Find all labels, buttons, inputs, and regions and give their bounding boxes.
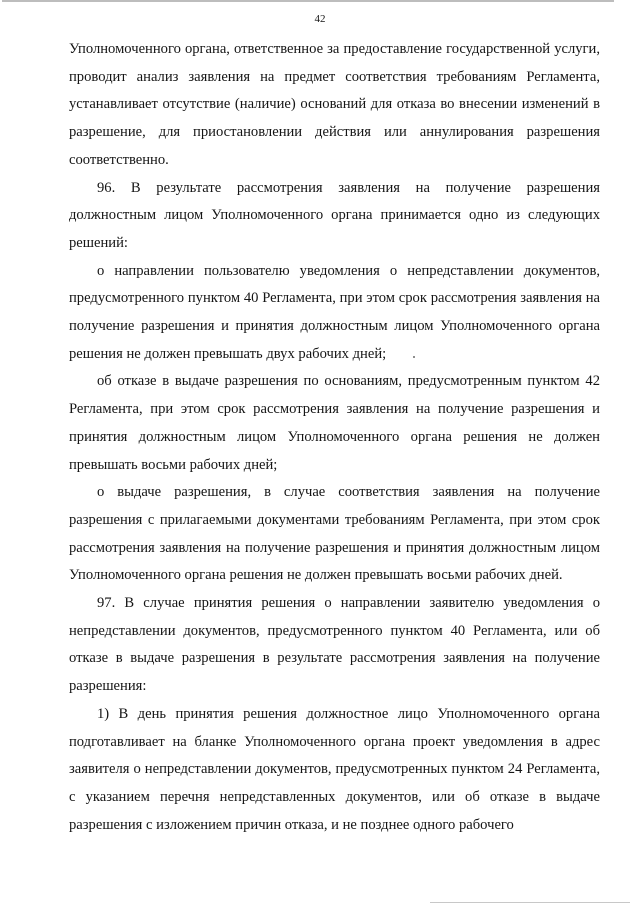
paragraph-decision-issue: о выдаче разрешения, в случае соответствия заявления на получение разрешения с прилагаемыми документами требованиям Регламента, при этом срок рассмотрения заявления на получение разрешения и принятия должностным лицом Уполномоченного органа решения не должен превышать восьми рабочих дней. bbox=[69, 484, 600, 584]
paragraph-decision-notice: о направлении пользователю уведомления о непредставлении документов, предусмотренного пунктом 40 Регламента, при этом срок рассмотрения заявления на получение разрешения и принятия должностным лицом Уполномоченного органа решения не должен превышать двух рабочих дней; bbox=[69, 262, 600, 362]
paragraph-decision-refusal: об отказе в выдаче разрешения по основаниям, предусмотренным пунктом 42 Регламента, при этом срок рассмотрения заявления на получение разрешения и принятия должностным лицом Уполномоченного органа решения не должен превышать восьми рабочих дней; bbox=[69, 373, 600, 473]
paragraph-96: 96. В результате рассмотрения заявления на получение разрешения должностным лицом Уполномоченного органа принимается одно из следующих решений: bbox=[69, 179, 600, 251]
scan-top-edge bbox=[2, 0, 614, 2]
document-body bbox=[69, 36, 600, 839]
paragraph-97: 97. В случае принятия решения о направлении заявителю уведомления о непредставлении документов, предусмотренного пунктом 40 Регламента, или об отказе в выдаче разрешения в результате рассмотрения заявления на получение разрешения: bbox=[69, 595, 600, 695]
page-number: 42 bbox=[314, 13, 326, 25]
scan-bottom-edge bbox=[430, 902, 630, 903]
scan-speck bbox=[413, 356, 415, 358]
paragraph-continuation: Уполномоченного органа, ответственное за предоставление государственной услуги, проводит анализ заявления на предмет соответствия требованиям Регламента, устанавливает отсутствие (наличие) оснований для отказа во внесении изменений в разрешение, для приостановлении действия или аннулирования разрешения соответственно. bbox=[69, 41, 600, 168]
paragraph-97-item-1: 1) В день принятия решения должностное лицо Уполномоченного органа подготавливает на бланке Уполномоченного органа проект уведомления в адрес заявителя о непредставлении документов, предусмотренных пунктом 24 Регламента, с указанием перечня непредставленных документов, или об отказе в выдаче разрешения с изложением причин отказа, и не позднее одного рабочего bbox=[69, 705, 600, 833]
